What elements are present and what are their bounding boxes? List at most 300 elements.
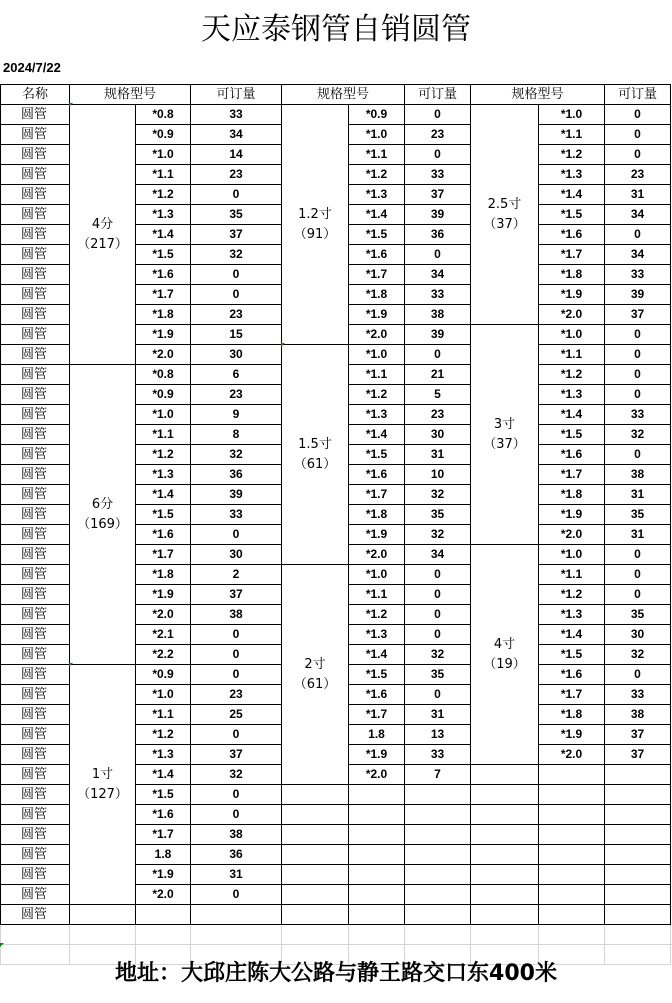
thickness-cell: *2.2 bbox=[136, 645, 191, 665]
size-group-label bbox=[294, 655, 337, 695]
qty-cell: 0 bbox=[405, 145, 471, 165]
row-name: 圆管 bbox=[1, 845, 70, 865]
empty-cell bbox=[282, 885, 349, 905]
thickness-cell: *1.5 bbox=[136, 505, 191, 525]
size-total: （61） bbox=[293, 456, 337, 472]
qty-cell: 32 bbox=[191, 245, 282, 265]
size-label: 4分 bbox=[91, 216, 114, 232]
row-name: 圆管 bbox=[1, 885, 70, 905]
qty-cell: 23 bbox=[405, 125, 471, 145]
thickness-cell: *1.7 bbox=[539, 245, 605, 265]
thickness-cell: *1.1 bbox=[539, 565, 605, 585]
thickness-cell: *1.6 bbox=[349, 245, 405, 265]
row-name: 圆管 bbox=[1, 285, 70, 305]
qty-cell: 23 bbox=[605, 165, 671, 185]
qty-cell: 36 bbox=[405, 225, 471, 245]
thickness-cell: *2.0 bbox=[539, 745, 605, 765]
qty-cell: 23 bbox=[191, 385, 282, 405]
qty-cell: 33 bbox=[605, 405, 671, 425]
row-name: 圆管 bbox=[1, 485, 70, 505]
empty-cell bbox=[605, 825, 671, 845]
qty-cell: 0 bbox=[605, 145, 671, 165]
qty-cell: 0 bbox=[191, 645, 282, 665]
thickness-cell: *1.4 bbox=[539, 405, 605, 425]
qty-cell: 23 bbox=[191, 685, 282, 705]
qty-cell: 36 bbox=[191, 465, 282, 485]
row-name: 圆管 bbox=[1, 685, 70, 705]
header-qty: 可订量 bbox=[605, 85, 671, 105]
thickness-cell: *1.9 bbox=[136, 325, 191, 345]
thickness-cell: *0.8 bbox=[136, 365, 191, 385]
empty-cell bbox=[471, 885, 539, 905]
thickness-cell: *1.8 bbox=[539, 705, 605, 725]
thickness-cell: *1.9 bbox=[539, 505, 605, 525]
thickness-cell: *1.1 bbox=[136, 705, 191, 725]
empty-cell bbox=[136, 905, 191, 925]
thickness-cell: *1.1 bbox=[349, 145, 405, 165]
qty-cell: 15 bbox=[191, 325, 282, 345]
qty-cell: 33 bbox=[405, 285, 471, 305]
qty-cell: 32 bbox=[605, 645, 671, 665]
thickness-cell: *1.8 bbox=[136, 305, 191, 325]
empty-cell bbox=[471, 785, 539, 805]
empty-cell bbox=[539, 865, 605, 885]
qty-cell: 0 bbox=[405, 245, 471, 265]
thickness-cell: *1.2 bbox=[349, 385, 405, 405]
thickness-cell: *2.0 bbox=[539, 525, 605, 545]
qty-cell: 0 bbox=[605, 225, 671, 245]
qty-cell: 9 bbox=[191, 405, 282, 425]
thickness-cell: *1.0 bbox=[136, 405, 191, 425]
row-name: 圆管 bbox=[1, 125, 70, 145]
row-name: 圆管 bbox=[1, 705, 70, 725]
row-name: 圆管 bbox=[1, 645, 70, 665]
empty-cell bbox=[539, 845, 605, 865]
size-label: 6分 bbox=[91, 496, 114, 512]
row-name: 圆管 bbox=[1, 585, 70, 605]
thickness-cell: *1.8 bbox=[349, 505, 405, 525]
size-group-label bbox=[77, 765, 128, 805]
empty-cell bbox=[471, 825, 539, 845]
row-name: 圆管 bbox=[1, 725, 70, 745]
thickness-cell: *1.7 bbox=[539, 465, 605, 485]
qty-cell: 32 bbox=[405, 525, 471, 545]
row-name: 圆管 bbox=[1, 425, 70, 445]
empty-cell bbox=[282, 865, 349, 885]
qty-cell: 0 bbox=[605, 325, 671, 345]
thickness-cell: *1.9 bbox=[136, 585, 191, 605]
size-group bbox=[282, 565, 349, 785]
row-name: 圆管 bbox=[1, 265, 70, 285]
row-name: 圆管 bbox=[1, 165, 70, 185]
thickness-cell: *2.0 bbox=[349, 325, 405, 345]
empty-cell bbox=[605, 885, 671, 905]
size-group-label bbox=[77, 215, 128, 255]
thickness-cell: *1.2 bbox=[539, 365, 605, 385]
thickness-cell: *1.4 bbox=[136, 765, 191, 785]
qty-cell: 35 bbox=[405, 505, 471, 525]
qty-cell: 7 bbox=[405, 765, 471, 785]
qty-cell: 35 bbox=[405, 665, 471, 685]
blank-cell bbox=[1, 925, 70, 945]
empty-cell bbox=[605, 765, 671, 785]
empty-cell bbox=[349, 885, 405, 905]
qty-cell: 37 bbox=[405, 185, 471, 205]
empty-cell bbox=[539, 765, 605, 785]
blank-cell bbox=[349, 925, 405, 945]
header-qty: 可订量 bbox=[191, 85, 282, 105]
empty-cell bbox=[349, 785, 405, 805]
row-name: 圆管 bbox=[1, 505, 70, 525]
row-name: 圆管 bbox=[1, 105, 70, 125]
qty-cell: 10 bbox=[405, 465, 471, 485]
qty-cell: 35 bbox=[605, 605, 671, 625]
row-name: 圆管 bbox=[1, 865, 70, 885]
size-group-label bbox=[77, 495, 128, 535]
header-spec: 规格型号 bbox=[70, 85, 191, 105]
thickness-cell: *1.5 bbox=[539, 425, 605, 445]
blank-cell bbox=[605, 925, 671, 945]
thickness-cell: *1.9 bbox=[349, 525, 405, 545]
cell-marker bbox=[69, 103, 73, 107]
thickness-cell: *1.1 bbox=[349, 585, 405, 605]
thickness-cell: *1.7 bbox=[539, 685, 605, 705]
empty-cell bbox=[405, 845, 471, 865]
empty-cell bbox=[539, 785, 605, 805]
table-row bbox=[1, 105, 671, 125]
row-name: 圆管 bbox=[1, 905, 70, 925]
row-name: 圆管 bbox=[1, 525, 70, 545]
size-group bbox=[282, 345, 349, 565]
qty-cell: 33 bbox=[605, 685, 671, 705]
header-qty: 可订量 bbox=[405, 85, 471, 105]
thickness-cell: *1.0 bbox=[136, 145, 191, 165]
thickness-cell: 1.8 bbox=[136, 845, 191, 865]
empty-cell bbox=[605, 845, 671, 865]
empty-cell bbox=[282, 905, 349, 925]
thickness-cell: *1.6 bbox=[539, 445, 605, 465]
thickness-cell: *1.0 bbox=[539, 545, 605, 565]
blank-row bbox=[1, 925, 671, 945]
thickness-cell: *1.6 bbox=[539, 225, 605, 245]
size-group bbox=[70, 105, 136, 365]
size-group-label bbox=[483, 415, 526, 455]
qty-cell: 37 bbox=[191, 225, 282, 245]
qty-cell: 0 bbox=[191, 285, 282, 305]
qty-cell: 0 bbox=[191, 625, 282, 645]
qty-cell: 35 bbox=[191, 205, 282, 225]
thickness-cell: *1.0 bbox=[349, 345, 405, 365]
empty-cell bbox=[605, 785, 671, 805]
qty-cell: 37 bbox=[191, 585, 282, 605]
size-label: 2.5寸 bbox=[487, 196, 522, 212]
qty-cell: 32 bbox=[191, 445, 282, 465]
thickness-cell: *1.3 bbox=[349, 185, 405, 205]
row-name: 圆管 bbox=[1, 825, 70, 845]
qty-cell: 38 bbox=[191, 605, 282, 625]
header-spec: 规格型号 bbox=[282, 85, 405, 105]
thickness-cell: *1.0 bbox=[349, 125, 405, 145]
thickness-cell: *1.6 bbox=[539, 665, 605, 685]
thickness-cell: *1.0 bbox=[136, 685, 191, 705]
thickness-cell: *1.2 bbox=[349, 605, 405, 625]
row-name: 圆管 bbox=[1, 345, 70, 365]
size-total: （61） bbox=[293, 676, 337, 692]
thickness-cell: *1.0 bbox=[349, 565, 405, 585]
qty-cell: 0 bbox=[405, 105, 471, 125]
qty-cell: 8 bbox=[191, 425, 282, 445]
thickness-cell: *1.5 bbox=[539, 205, 605, 225]
thickness-cell: *1.2 bbox=[136, 445, 191, 465]
qty-cell: 34 bbox=[605, 245, 671, 265]
qty-cell: 0 bbox=[191, 665, 282, 685]
empty-cell bbox=[191, 905, 282, 925]
row-name: 圆管 bbox=[1, 245, 70, 265]
thickness-cell: *1.1 bbox=[539, 125, 605, 145]
thickness-cell: *0.9 bbox=[136, 125, 191, 145]
blank-cell bbox=[539, 925, 605, 945]
thickness-cell: *1.4 bbox=[136, 225, 191, 245]
row-name: 圆管 bbox=[1, 605, 70, 625]
thickness-cell: *1.2 bbox=[539, 585, 605, 605]
qty-cell: 0 bbox=[191, 885, 282, 905]
qty-cell: 30 bbox=[191, 545, 282, 565]
size-group bbox=[471, 325, 539, 545]
thickness-cell: *1.4 bbox=[349, 205, 405, 225]
qty-cell: 0 bbox=[191, 805, 282, 825]
empty-cell bbox=[282, 845, 349, 865]
qty-cell: 37 bbox=[605, 745, 671, 765]
qty-cell: 0 bbox=[405, 685, 471, 705]
qty-cell: 39 bbox=[405, 205, 471, 225]
thickness-cell: *2.1 bbox=[136, 625, 191, 645]
qty-cell: 0 bbox=[605, 345, 671, 365]
thickness-cell: *1.9 bbox=[539, 725, 605, 745]
thickness-cell: *1.9 bbox=[349, 305, 405, 325]
thickness-cell: *1.2 bbox=[539, 145, 605, 165]
thickness-cell: *1.5 bbox=[136, 785, 191, 805]
thickness-cell: *1.3 bbox=[539, 165, 605, 185]
thickness-cell: *1.4 bbox=[539, 185, 605, 205]
thickness-cell: *1.7 bbox=[136, 825, 191, 845]
thickness-cell: *1.2 bbox=[349, 165, 405, 185]
thickness-cell: *1.5 bbox=[349, 225, 405, 245]
row-name: 圆管 bbox=[1, 185, 70, 205]
qty-cell: 0 bbox=[191, 265, 282, 285]
row-name: 圆管 bbox=[1, 465, 70, 485]
qty-cell: 38 bbox=[605, 705, 671, 725]
thickness-cell: *1.2 bbox=[136, 725, 191, 745]
thickness-cell: *1.4 bbox=[349, 645, 405, 665]
qty-cell: 33 bbox=[605, 265, 671, 285]
empty-cell bbox=[405, 825, 471, 845]
empty-cell bbox=[282, 825, 349, 845]
qty-cell: 0 bbox=[405, 345, 471, 365]
qty-cell: 0 bbox=[605, 385, 671, 405]
empty-cell bbox=[405, 805, 471, 825]
thickness-cell: *1.5 bbox=[349, 665, 405, 685]
qty-cell: 37 bbox=[605, 725, 671, 745]
size-group bbox=[282, 105, 349, 345]
page-title: 天应泰钢管自销圆管 bbox=[201, 12, 471, 47]
qty-cell: 31 bbox=[191, 865, 282, 885]
qty-cell: 0 bbox=[605, 585, 671, 605]
empty-cell bbox=[471, 765, 539, 785]
empty-cell bbox=[282, 805, 349, 825]
qty-cell: 34 bbox=[405, 265, 471, 285]
thickness-cell: *2.0 bbox=[349, 545, 405, 565]
footer bbox=[0, 944, 672, 1001]
qty-cell: 31 bbox=[605, 185, 671, 205]
thickness-cell: *1.6 bbox=[349, 685, 405, 705]
thickness-cell: *1.5 bbox=[349, 445, 405, 465]
qty-cell: 25 bbox=[191, 705, 282, 725]
qty-cell: 14 bbox=[191, 145, 282, 165]
qty-cell: 34 bbox=[405, 545, 471, 565]
thickness-cell: *1.1 bbox=[136, 165, 191, 185]
empty-cell bbox=[349, 805, 405, 825]
qty-cell: 0 bbox=[605, 125, 671, 145]
size-label: 2寸 bbox=[304, 656, 326, 672]
qty-cell: 6 bbox=[191, 365, 282, 385]
row-name: 圆管 bbox=[1, 225, 70, 245]
thickness-cell: *1.3 bbox=[136, 205, 191, 225]
qty-cell: 0 bbox=[605, 565, 671, 585]
qty-cell: 38 bbox=[405, 305, 471, 325]
thickness-cell: *2.0 bbox=[349, 765, 405, 785]
header-row bbox=[1, 85, 671, 105]
size-label: 1.2寸 bbox=[298, 206, 332, 222]
row-name: 圆管 bbox=[1, 625, 70, 645]
thickness-cell: *1.1 bbox=[136, 425, 191, 445]
row-name: 圆管 bbox=[1, 365, 70, 385]
empty-cell bbox=[405, 885, 471, 905]
qty-cell: 34 bbox=[191, 125, 282, 145]
empty-cell bbox=[471, 845, 539, 865]
size-total: （169） bbox=[77, 516, 128, 532]
size-group bbox=[471, 545, 539, 765]
size-group bbox=[70, 665, 136, 905]
qty-cell: 32 bbox=[191, 765, 282, 785]
thickness-cell: *1.7 bbox=[349, 705, 405, 725]
header-name: 名称 bbox=[1, 85, 70, 105]
qty-cell: 0 bbox=[605, 665, 671, 685]
row-name: 圆管 bbox=[1, 665, 70, 685]
cell-marker bbox=[0, 943, 4, 947]
qty-cell: 2 bbox=[191, 565, 282, 585]
row-name: 圆管 bbox=[1, 405, 70, 425]
qty-cell: 23 bbox=[191, 305, 282, 325]
empty-cell bbox=[471, 905, 539, 925]
thickness-cell: *1.3 bbox=[539, 605, 605, 625]
thickness-cell: *1.3 bbox=[136, 745, 191, 765]
empty-cell bbox=[539, 805, 605, 825]
empty-cell bbox=[349, 865, 405, 885]
thickness-cell: *1.9 bbox=[136, 865, 191, 885]
qty-cell: 31 bbox=[405, 705, 471, 725]
blank-cell bbox=[191, 925, 282, 945]
qty-cell: 32 bbox=[405, 645, 471, 665]
header-spec: 规格型号 bbox=[471, 85, 605, 105]
qty-cell: 0 bbox=[405, 585, 471, 605]
thickness-cell: *2.0 bbox=[136, 605, 191, 625]
qty-cell: 36 bbox=[191, 845, 282, 865]
qty-cell: 0 bbox=[191, 185, 282, 205]
size-label: 4寸 bbox=[493, 636, 516, 652]
thickness-cell: *1.4 bbox=[136, 485, 191, 505]
empty-cell bbox=[471, 805, 539, 825]
qty-cell: 32 bbox=[605, 425, 671, 445]
empty-cell bbox=[471, 865, 539, 885]
thickness-cell: *1.7 bbox=[136, 285, 191, 305]
thickness-cell: *1.2 bbox=[136, 185, 191, 205]
blank-cell bbox=[136, 925, 191, 945]
qty-cell: 33 bbox=[405, 745, 471, 765]
empty-cell bbox=[349, 905, 405, 925]
qty-cell: 34 bbox=[605, 205, 671, 225]
thickness-cell: *1.7 bbox=[349, 485, 405, 505]
size-group-label bbox=[483, 195, 526, 235]
thickness-cell: *1.6 bbox=[136, 525, 191, 545]
thickness-cell: *2.0 bbox=[136, 885, 191, 905]
inventory-table bbox=[0, 84, 671, 965]
thickness-cell: *1.7 bbox=[136, 545, 191, 565]
thickness-cell: *1.4 bbox=[349, 425, 405, 445]
qty-cell: 5 bbox=[405, 385, 471, 405]
size-total: （91） bbox=[293, 226, 337, 242]
size-group-label bbox=[294, 435, 337, 475]
qty-cell: 31 bbox=[405, 445, 471, 465]
thickness-cell: *0.9 bbox=[136, 665, 191, 685]
empty-cell bbox=[405, 865, 471, 885]
thickness-cell: *1.8 bbox=[349, 285, 405, 305]
blank-cell bbox=[70, 925, 136, 945]
empty-cell bbox=[539, 885, 605, 905]
size-label: 3寸 bbox=[493, 416, 516, 432]
thickness-cell: *1.8 bbox=[539, 265, 605, 285]
row-name: 圆管 bbox=[1, 385, 70, 405]
thickness-cell: *0.9 bbox=[136, 385, 191, 405]
qty-cell: 0 bbox=[405, 625, 471, 645]
row-name: 圆管 bbox=[1, 765, 70, 785]
row-name: 圆管 bbox=[1, 445, 70, 465]
qty-cell: 13 bbox=[405, 725, 471, 745]
qty-cell: 32 bbox=[405, 485, 471, 505]
row-name: 圆管 bbox=[1, 305, 70, 325]
qty-cell: 0 bbox=[405, 565, 471, 585]
report-date: 2024/7/22 bbox=[3, 60, 61, 75]
empty-cell bbox=[282, 785, 349, 805]
qty-cell: 33 bbox=[191, 105, 282, 125]
qty-cell: 21 bbox=[405, 365, 471, 385]
thickness-cell: *1.1 bbox=[539, 345, 605, 365]
empty-cell bbox=[605, 905, 671, 925]
table-row bbox=[1, 905, 671, 925]
qty-cell: 30 bbox=[191, 345, 282, 365]
qty-cell: 0 bbox=[605, 445, 671, 465]
empty-cell bbox=[539, 825, 605, 845]
cell-marker bbox=[69, 663, 73, 667]
qty-cell: 31 bbox=[605, 485, 671, 505]
thickness-cell: 1.8 bbox=[349, 725, 405, 745]
blank-cell bbox=[282, 925, 349, 945]
size-group bbox=[471, 105, 539, 325]
thickness-cell: *1.8 bbox=[136, 565, 191, 585]
row-name: 圆管 bbox=[1, 785, 70, 805]
row-name: 圆管 bbox=[1, 805, 70, 825]
size-group-label bbox=[294, 205, 337, 245]
size-total: （217） bbox=[77, 236, 128, 252]
